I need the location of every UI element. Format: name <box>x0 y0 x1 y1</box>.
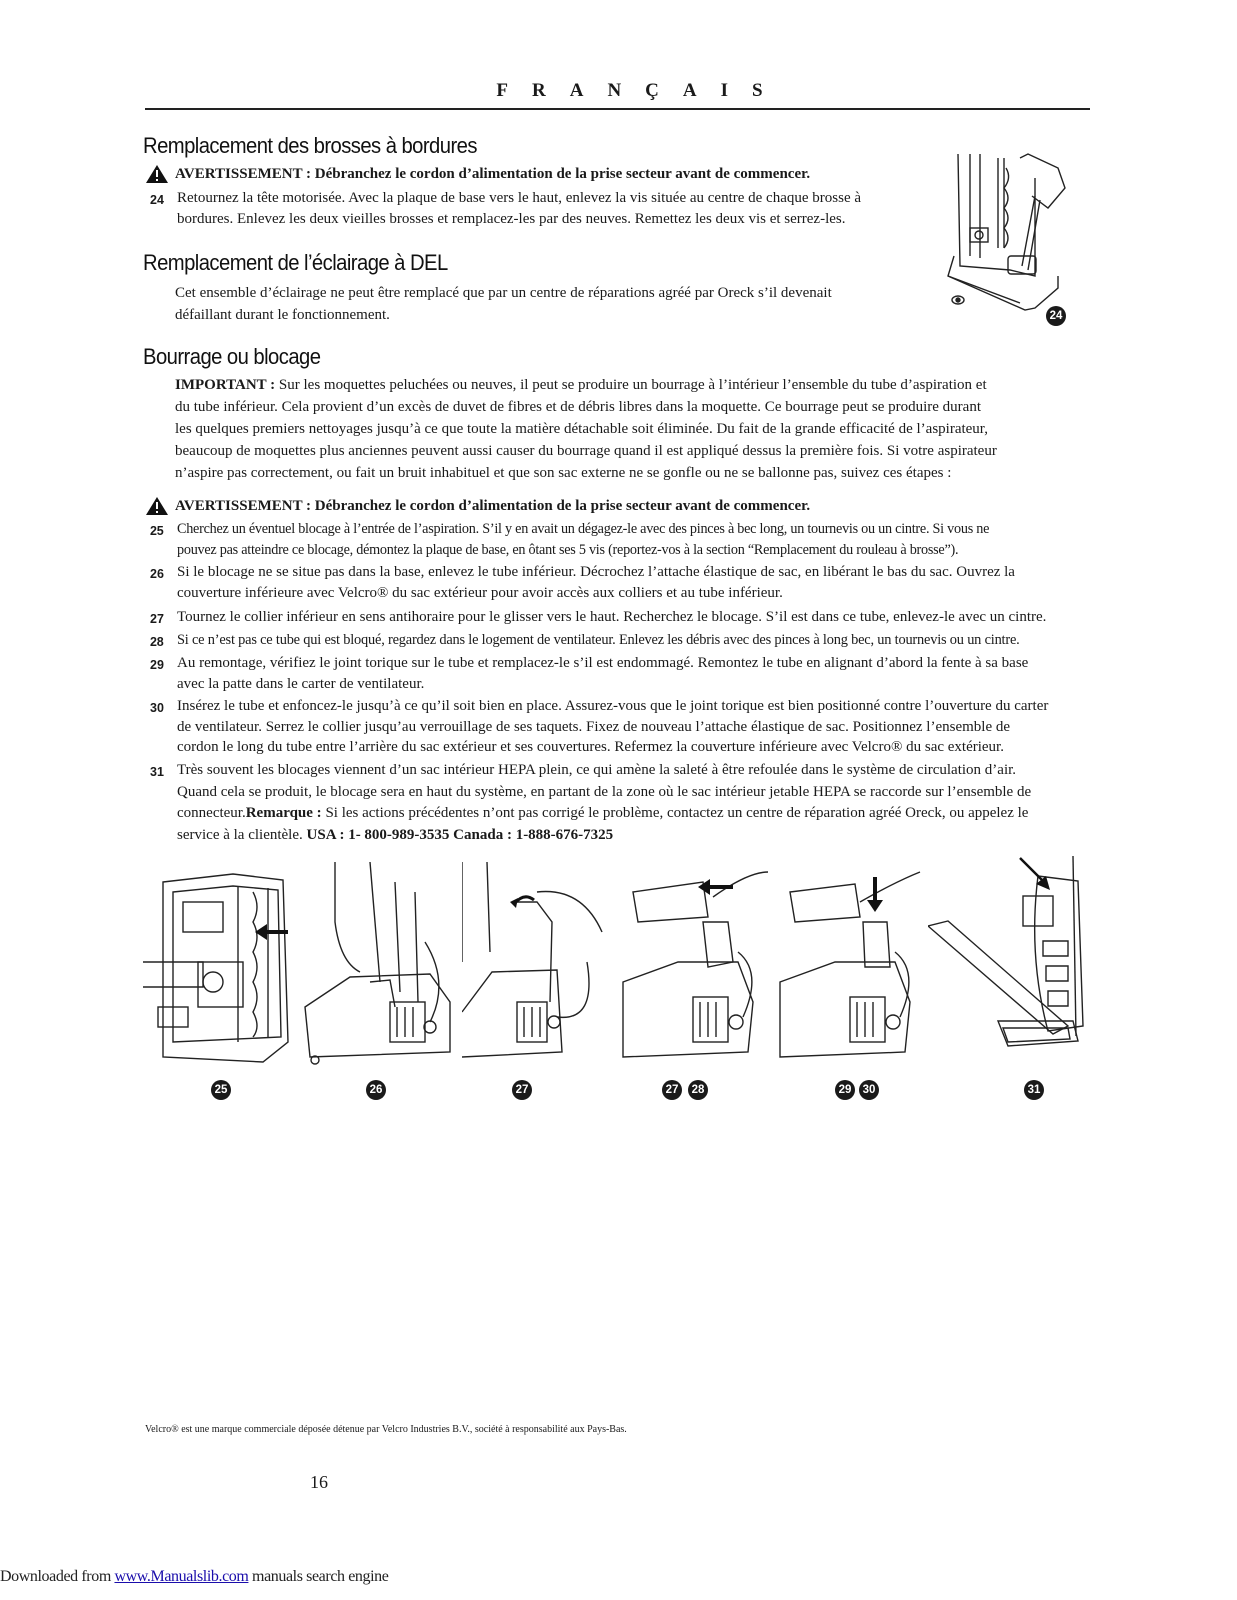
figure-25 <box>143 862 293 1102</box>
base-plate-illustration <box>143 862 293 1072</box>
download-suffix: manuals search engine <box>248 1568 389 1585</box>
step-text-line: Si les actions précédentes n’ont pas corrigé le problème, contactez un centre de réparation agréé Oreck, ou appelez le <box>321 805 1029 821</box>
warning-text: AVERTISSEMENT : Débranchez le cordon d’alimentation de la prise secteur avant de commencer. <box>175 497 811 514</box>
download-banner <box>0 1568 388 1586</box>
step-text-line: Cherchez un éventuel blocage à l’entrée de l’aspiration. S’il y en avait un dégagez-le avec des pinces à bec long, un tournevis ou un cintre. Si vous ne <box>177 521 990 537</box>
figure-badge: 29 <box>835 1080 855 1100</box>
important-line: Sur les moquettes peluchées ou neuves, il peut se produire un bourrage à l’intérieur l’ensemble du tube d’aspiration et <box>275 377 987 393</box>
step-text-line: Si ce n’est pas ce tube qui est bloqué, regardez dans le logement de ventilateur. Enlevez les débris avec des pinces à long bec, un tournevis ou un cintre. <box>177 632 1020 648</box>
section-title-edge-brushes: Remplacement des brosses à bordures <box>143 133 477 158</box>
step-text-line: Au remontage, vérifiez le joint torique sur le tube et remplacez-le s’il est endommagé. Remontez le tube en alignant d’abord la fente à sa base <box>177 655 1029 671</box>
warning-icon <box>145 496 169 516</box>
step-number: 30 <box>150 701 164 715</box>
figure-badge: 25 <box>211 1080 231 1100</box>
step-text-line: pouvez pas atteindre ce blocage, démontez la plaque de base, en ôtant ses 5 vis (reportez-vos à la section “Remplacement du rouleau à brosse”). <box>177 541 959 558</box>
important-label: IMPORTANT : <box>175 377 276 393</box>
step-number: 26 <box>150 567 164 581</box>
section-title-led: Remplacement de l’éclairage à DEL <box>143 250 448 275</box>
important-line: n’aspire pas correctement, ou fait un bruit inhabituel et que son sac externe ne se gonfle ou ne se ballonne pas, suivez ces étapes : <box>175 465 952 481</box>
step-number: 27 <box>150 612 164 626</box>
step-text-line: Tournez le collier inférieur en sens antihoraire pour le glisser vers le haut. Recherchez le blocage. S’il est dans ce tube, enlevez-le avec un cintre. <box>177 609 1047 625</box>
remark-label: Remarque : <box>245 805 322 821</box>
figure-27-28 <box>618 862 768 1102</box>
step-text-line: service à la clientèle. <box>177 826 307 843</box>
fan-housing-illustration <box>618 862 768 1072</box>
step-text-line: Très souvent les blocages viennent d’un sac intérieur HEPA plein, ce qui amène la saleté à être refoulée dans le système de circulation d’air. <box>177 762 1017 778</box>
section-title-clog: Bourrage ou blocage <box>143 344 321 369</box>
warning-clog <box>145 496 810 516</box>
figure-badge: 26 <box>366 1080 386 1100</box>
important-line: beaucoup de moquettes plus anciennes peuvent aussi causer du bourrage quand il est appliqué dessus la première fois. Si votre aspirateur <box>175 443 997 459</box>
warning-text: AVERTISSEMENT : Débranchez le cordon d’alimentation de la prise secteur avant de commencer. <box>175 165 811 182</box>
page-number: 16 <box>310 1472 328 1492</box>
figure-badge: 30 <box>859 1080 879 1100</box>
footnote: Velcro® est une marque commerciale déposée détenue par Velcro Industries B.V., société à responsabilité aux Pays-Bas. <box>145 1424 627 1435</box>
step-number: 24 <box>150 193 164 207</box>
step-30 <box>150 696 1115 758</box>
reassembly-illustration <box>775 862 925 1072</box>
collar-twist-illustration <box>462 862 607 1072</box>
step-text-line: cordon le long du tube entre l’arrière du sac extérieur et ses couvertures. Refermez la couverture inférieure avec Velcro® du sac extérieur. <box>177 739 1004 755</box>
important-line: les quelques premiers nettoyages jusqu’à ce que toute la matière détachable soit éliminée. Du fait de la grande efficacité de l’aspirateur, <box>175 421 988 437</box>
step-number: 31 <box>150 765 164 779</box>
step-text-line: connecteur. <box>177 805 246 821</box>
edge-brush-illustration <box>940 148 1070 328</box>
figure-24 <box>940 148 1070 328</box>
led-line: Cet ensemble d’éclairage ne peut être remplacé que par un centre de réparations agréé par Oreck s’il devenait <box>175 285 832 301</box>
important-line: du tube inférieur. Cela provient d’un excès de duvet de fibres et de débris libres dans la moquette. Ce bourrage peut se produire durant <box>175 399 981 415</box>
step-27 <box>150 607 1115 630</box>
figure-badge: 31 <box>1024 1080 1044 1100</box>
step-31 <box>150 760 1115 846</box>
step-text-line: couverture inférieure avec Velcro® du sac extérieur pour avoir accès aux colliers et au tube inférieur. <box>177 584 783 601</box>
lower-tube-illustration <box>300 862 455 1072</box>
warning-edge-brushes <box>145 164 810 184</box>
led-line: défaillant durant le fonctionnement. <box>175 307 390 323</box>
figure-badge: 27 <box>662 1080 682 1100</box>
step-text-line: Quand cela se produit, le blocage sera en haut du système, en partant de la zone où le sac intérieur jetable HEPA se raccorde sur l’ensemble de <box>177 783 1032 800</box>
step-28 <box>150 630 1115 653</box>
figure-27 <box>462 862 607 1102</box>
step-number: 28 <box>150 635 164 649</box>
figure-26 <box>300 862 455 1102</box>
warning-icon <box>145 164 169 184</box>
figure-29-30 <box>775 862 925 1102</box>
step-text-line: Insérez le tube et enfoncez-le jusqu’à ce qu’il soit bien en place. Assurez-vous que le joint torique est bien positionné contre l’ouverture du carter <box>177 698 1049 714</box>
important-paragraph <box>175 374 1075 484</box>
header-rule <box>145 108 1090 110</box>
manualslib-link[interactable]: www.Manualslib.com <box>114 1568 249 1585</box>
download-prefix: Downloaded from <box>0 1568 115 1585</box>
phone-numbers: USA : 1- 800-989-3535 Canada : 1-888-676-7325 <box>306 826 614 843</box>
step-number: 25 <box>150 524 164 538</box>
led-paragraph <box>175 282 832 326</box>
hepa-bag-illustration <box>928 856 1093 1066</box>
step-25 <box>150 519 1115 560</box>
figure-badge: 28 <box>688 1080 708 1100</box>
step-26 <box>150 562 1115 603</box>
step-number: 29 <box>150 658 164 672</box>
figure-31 <box>928 856 1093 1102</box>
step-text-line: Si le blocage ne se situe pas dans la base, enlevez le tube inférieur. Décrochez l’attache élastique de sac, en libérant le bas du sac. Ouvrez la <box>177 564 1015 580</box>
figure-badge: 27 <box>512 1080 532 1100</box>
step-text-line: Retournez la tête motorisée. Avec la plaque de base vers le haut, enlevez la vis située au centre de chaque brosse à <box>177 190 862 206</box>
step-text-line: de ventilateur. Serrez le collier jusqu’au verrouillage de ses taquets. Fixez de nouveau l’attache élastique de sac. Positionnez l’ensemble de <box>177 718 1011 735</box>
step-29 <box>150 653 1115 694</box>
language-header: FRANÇAIS <box>496 80 787 101</box>
step-text-line: bordures. Enlevez les deux vieilles brosses et remplacez-les par des neuves. Remettez les deux vis et serrez-les. <box>177 210 846 227</box>
figure-badge-24: 24 <box>1046 306 1066 326</box>
step-24 <box>150 188 910 229</box>
step-text-line: avec la patte dans le carter de ventilateur. <box>177 675 425 692</box>
